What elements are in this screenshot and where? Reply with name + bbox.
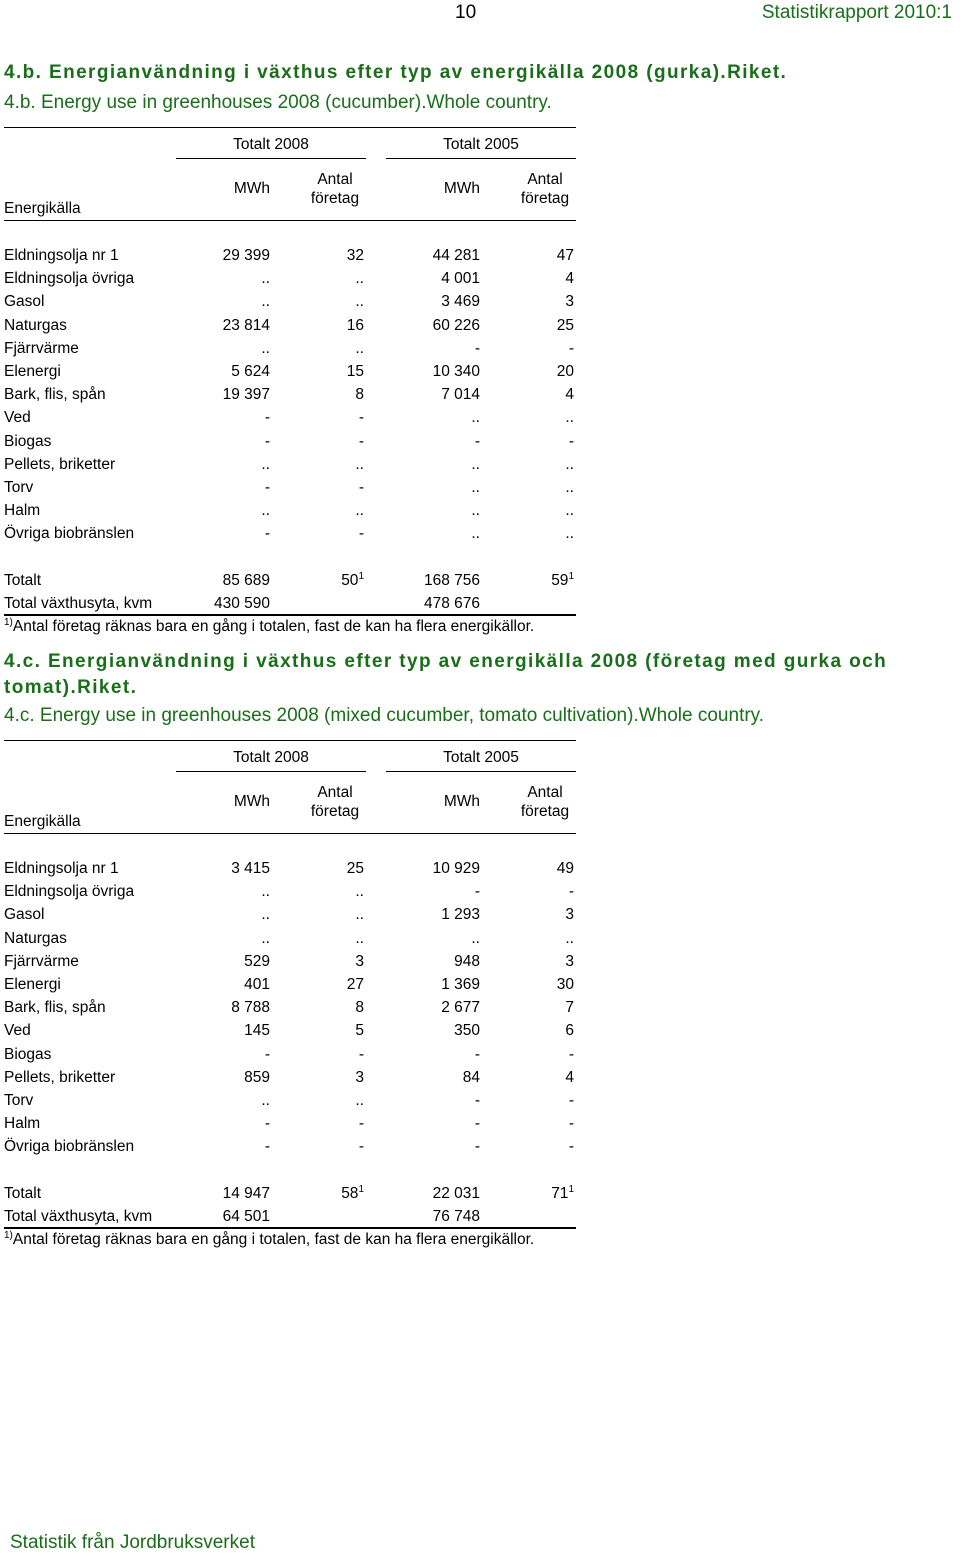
antal-2008: .. — [355, 270, 364, 288]
antal-2005: 20 — [556, 363, 574, 380]
antal-2005: 49 — [556, 860, 574, 877]
table-row — [4, 433, 576, 456]
table-row — [4, 502, 576, 525]
mwh-2005: 10 340 — [432, 363, 480, 380]
antal-2005: 3 — [565, 906, 574, 924]
antal-2008: 3 — [355, 952, 364, 970]
row-label: Pellets, briketter — [4, 455, 116, 473]
mwh-2005: 44 281 — [432, 247, 480, 264]
col-header-antal-line2: företag — [520, 190, 570, 207]
mwh-2005: 948 — [454, 952, 480, 970]
header-rule — [4, 220, 576, 221]
antal-2008: 8 — [355, 999, 364, 1017]
antal-2008: .. — [355, 502, 364, 520]
table-row — [4, 883, 576, 906]
antal-2008: .. — [355, 929, 364, 947]
row-label: Torv — [4, 479, 34, 496]
table-4b-title-en: 4.b. Energy use in greenhouses 2008 (cucumber).Whole country. — [4, 92, 552, 113]
row-label: Halm — [4, 502, 41, 520]
antal-2008: - — [358, 1115, 364, 1133]
row-label: Fjärrvärme — [4, 952, 79, 970]
antal-2005: 4 — [565, 386, 574, 404]
report-name: Statistikrapport 2010:1 — [761, 2, 952, 23]
row-label: Biogas — [4, 1045, 52, 1063]
header-rule — [4, 833, 576, 834]
antal-2005: 4 — [565, 1068, 574, 1086]
table-row — [4, 386, 576, 409]
table-row — [4, 1115, 576, 1138]
table-row — [4, 1138, 576, 1161]
mwh-2005: .. — [471, 409, 480, 427]
row-label: Gasol — [4, 293, 45, 311]
total-antal-2008-value: 58 — [341, 1185, 359, 1202]
mwh-2008: .. — [261, 502, 270, 520]
antal-2005: 3 — [565, 293, 574, 311]
table-row — [4, 976, 576, 999]
total-mwh-2008: 85 689 — [222, 572, 270, 589]
antal-2005: .. — [565, 929, 574, 947]
table-row — [4, 953, 576, 976]
row-label: Pellets, briketter — [4, 1068, 116, 1086]
antal-2005: - — [568, 1092, 574, 1109]
col-header-antal-line1: Antal — [527, 784, 563, 801]
antal-2008: - — [358, 1138, 364, 1156]
mwh-2008: 529 — [244, 952, 270, 970]
area-2008: 64 501 — [222, 1208, 270, 1225]
total-row — [4, 572, 576, 595]
row-label: Gasol — [4, 906, 45, 924]
group-underline-2005 — [386, 771, 576, 772]
total-mwh-2008: 14 947 — [222, 1185, 270, 1202]
antal-2008: - — [358, 432, 364, 450]
table-row — [4, 1069, 576, 1092]
antal-2008: 15 — [346, 363, 364, 380]
antal-2008: - — [358, 409, 364, 427]
col-header-antal-line2: företag — [310, 190, 360, 207]
antal-2008: - — [358, 525, 364, 543]
antal-2008: 8 — [355, 386, 364, 404]
mwh-2008: 19 397 — [222, 386, 270, 404]
bottom-rule — [4, 1227, 576, 1229]
table-row — [4, 1092, 576, 1115]
mwh-2008: - — [264, 1138, 270, 1156]
table-4b-title-sv: 4.b. Energianvändning i växthus efter typ av energikälla 2008 (gurka).Riket. — [4, 62, 788, 83]
antal-2008: - — [358, 479, 364, 496]
col-header-mwh-2005: MWh — [443, 793, 480, 810]
group-underline-2008 — [176, 158, 366, 159]
table-4c-title-en: 4.c. Energy use in greenhouses 2008 (mixed cucumber, tomato cultivation).Whole country. — [4, 705, 765, 726]
row-label: Eldningsolja övriga — [4, 270, 135, 288]
total-antal-2008 — [341, 572, 364, 590]
group-header-2008: Totalt 2008 — [233, 749, 309, 766]
mwh-2005: - — [474, 1115, 480, 1133]
col-header-energikalla: Energikälla — [4, 813, 81, 830]
table-row — [4, 456, 576, 479]
total-row — [4, 1185, 576, 1208]
antal-2008: .. — [355, 455, 364, 473]
mwh-2008: .. — [261, 1092, 270, 1109]
mwh-2005: 7 014 — [441, 386, 480, 404]
mwh-2008: - — [264, 432, 270, 450]
mwh-2008: - — [264, 525, 270, 543]
group-header-2005: Totalt 2005 — [443, 749, 519, 766]
col-header-antal-2005 — [514, 783, 576, 821]
row-label: Bark, flis, spån — [4, 386, 106, 404]
row-label: Övriga biobränslen — [4, 525, 135, 543]
mwh-2008: - — [264, 409, 270, 427]
row-label: Eldningsolja övriga — [4, 883, 135, 901]
mwh-2005: 1 369 — [441, 976, 480, 993]
antal-2005: 6 — [565, 1022, 574, 1040]
mwh-2005: - — [474, 1092, 480, 1109]
total-antal-2005-value: 59 — [551, 572, 569, 589]
row-label: Eldningsolja nr 1 — [4, 247, 119, 264]
row-label: Biogas — [4, 432, 52, 450]
table-row — [4, 340, 576, 363]
total-antal-2005 — [551, 572, 574, 590]
footnote-ref: 1 — [358, 571, 364, 582]
col-header-antal-line1: Antal — [317, 784, 353, 801]
mwh-2008: .. — [261, 883, 270, 901]
mwh-2005: - — [474, 432, 480, 450]
antal-2005: - — [568, 1045, 574, 1063]
antal-2008: 25 — [346, 860, 364, 877]
antal-2005: .. — [565, 479, 574, 496]
antal-2005: 3 — [565, 952, 574, 970]
antal-2005: - — [568, 339, 574, 357]
mwh-2008: - — [264, 1045, 270, 1063]
row-label: Fjärrvärme — [4, 339, 79, 357]
mwh-2005: .. — [471, 525, 480, 543]
mwh-2008: 8 788 — [231, 999, 270, 1017]
mwh-2008: .. — [261, 293, 270, 311]
area-2008: 430 590 — [213, 595, 270, 612]
col-header-energikalla: Energikälla — [4, 200, 81, 217]
table-row — [4, 1022, 576, 1045]
table-4c — [4, 740, 576, 1252]
antal-2005: .. — [565, 525, 574, 543]
antal-2005: .. — [565, 409, 574, 427]
table-row — [4, 479, 576, 502]
bottom-rule — [4, 614, 576, 616]
antal-2005: - — [568, 1138, 574, 1156]
mwh-2005: 60 226 — [432, 316, 480, 334]
mwh-2008: 5 624 — [231, 363, 270, 380]
col-header-antal-2008 — [304, 783, 366, 821]
footnote-ref: 1 — [568, 571, 574, 582]
table-row — [4, 860, 576, 883]
antal-2005: - — [568, 432, 574, 450]
antal-2008: 32 — [346, 247, 364, 264]
mwh-2008: 3 415 — [231, 860, 270, 877]
mwh-2008: .. — [261, 270, 270, 288]
row-label: Halm — [4, 1115, 41, 1133]
col-header-mwh-2008: MWh — [233, 793, 270, 810]
antal-2005: .. — [565, 502, 574, 520]
col-header-antal-2005 — [514, 170, 576, 208]
antal-2005: 25 — [556, 316, 574, 334]
total-mwh-2005: 168 756 — [423, 572, 480, 589]
antal-2008: 16 — [346, 316, 364, 334]
col-header-mwh-2008: MWh — [233, 180, 270, 197]
antal-2005: - — [568, 1115, 574, 1133]
mwh-2005: .. — [471, 929, 480, 947]
col-header-mwh-2005: MWh — [443, 180, 480, 197]
table-4b — [4, 127, 576, 637]
antal-2008: - — [358, 1045, 364, 1063]
table-row — [4, 363, 576, 386]
mwh-2005: 350 — [454, 1022, 480, 1040]
area-label: Total växthusyta, kvm — [4, 595, 153, 612]
antal-2008: .. — [355, 293, 364, 311]
antal-2008: 3 — [355, 1068, 364, 1086]
antal-2005: - — [568, 883, 574, 901]
row-label: Naturgas — [4, 929, 67, 947]
mwh-2008: .. — [261, 929, 270, 947]
area-label: Total växthusyta, kvm — [4, 1208, 153, 1225]
mwh-2008: 145 — [244, 1022, 270, 1040]
mwh-2008: 23 814 — [222, 316, 270, 334]
footer-text: Statistik från Jordbruksverket — [10, 1532, 255, 1553]
area-2005: 76 748 — [432, 1208, 480, 1225]
table-row — [4, 409, 576, 432]
group-header-2008: Totalt 2008 — [233, 136, 309, 153]
total-antal-2005-value: 71 — [551, 1185, 569, 1202]
col-header-antal-line1: Antal — [317, 171, 353, 188]
table-row — [4, 270, 576, 293]
page-number: 10 — [455, 2, 477, 23]
footnote-ref: 1 — [358, 1184, 364, 1195]
mwh-2005: 4 001 — [441, 270, 480, 288]
top-rule — [4, 127, 576, 128]
antal-2005: 4 — [565, 270, 574, 288]
total-antal-2005 — [551, 1185, 574, 1203]
row-label: Naturgas — [4, 316, 67, 334]
antal-2008: 27 — [346, 976, 364, 993]
total-mwh-2005: 22 031 — [432, 1185, 480, 1202]
group-underline-2008 — [176, 771, 366, 772]
row-label: Ved — [4, 1022, 31, 1040]
mwh-2005: 3 469 — [441, 293, 480, 311]
total-label: Totalt — [4, 572, 42, 589]
col-header-antal-line1: Antal — [527, 171, 563, 188]
row-label: Ved — [4, 409, 31, 427]
table-row — [4, 317, 576, 340]
footnote-mark: 1) — [4, 617, 13, 628]
col-header-antal-2008 — [304, 170, 366, 208]
antal-2008: .. — [355, 339, 364, 357]
antal-2005: 7 — [565, 999, 574, 1017]
mwh-2005: 84 — [462, 1068, 480, 1086]
row-label: Eldningsolja nr 1 — [4, 860, 119, 877]
col-header-antal-line2: företag — [310, 803, 360, 820]
table-row — [4, 247, 576, 270]
antal-2005: 30 — [556, 976, 574, 993]
antal-2008: 5 — [355, 1022, 364, 1040]
table-row — [4, 930, 576, 953]
table-row — [4, 1046, 576, 1069]
mwh-2008: .. — [261, 906, 270, 924]
mwh-2008: 401 — [244, 976, 270, 993]
mwh-2005: - — [474, 1138, 480, 1156]
table-4c-title-sv: 4.c. Energianvändning i växthus efter typ av energikälla 2008 (företag med gurka och tomat).Riket. — [4, 651, 888, 698]
row-label: Torv — [4, 1092, 34, 1109]
total-antal-2008 — [341, 1185, 364, 1203]
mwh-2005: .. — [471, 455, 480, 473]
mwh-2005: - — [474, 1045, 480, 1063]
footnote-ref: 1 — [568, 1184, 574, 1195]
total-label: Totalt — [4, 1185, 42, 1202]
mwh-2008: .. — [261, 339, 270, 357]
mwh-2005: - — [474, 883, 480, 901]
table-row — [4, 999, 576, 1022]
row-label: Bark, flis, spån — [4, 999, 106, 1017]
mwh-2008: - — [264, 1115, 270, 1133]
top-rule — [4, 740, 576, 741]
mwh-2008: 859 — [244, 1068, 270, 1086]
antal-2008: .. — [355, 1092, 364, 1109]
table-row — [4, 906, 576, 929]
footnote — [4, 618, 534, 636]
mwh-2005: 2 677 — [441, 999, 480, 1017]
group-header-2005: Totalt 2005 — [443, 136, 519, 153]
mwh-2005: .. — [471, 502, 480, 520]
antal-2008: .. — [355, 883, 364, 901]
mwh-2008: .. — [261, 455, 270, 473]
antal-2005: 47 — [556, 247, 574, 264]
area-2005: 478 676 — [423, 595, 480, 612]
group-underline-2005 — [386, 158, 576, 159]
antal-2008: .. — [355, 906, 364, 924]
row-label: Elenergi — [4, 363, 61, 380]
antal-2005: .. — [565, 455, 574, 473]
row-label: Övriga biobränslen — [4, 1138, 135, 1156]
footnote-text: Antal företag räknas bara en gång i totalen, fast de kan ha flera energikällor. — [12, 1231, 535, 1248]
footnote-mark: 1) — [4, 1230, 13, 1241]
mwh-2005: 10 929 — [432, 860, 480, 877]
mwh-2008: 29 399 — [222, 247, 270, 264]
col-header-antal-line2: företag — [520, 803, 570, 820]
table-row — [4, 525, 576, 548]
mwh-2005: - — [474, 339, 480, 357]
mwh-2005: 1 293 — [441, 906, 480, 924]
mwh-2005: .. — [471, 479, 480, 496]
row-label: Elenergi — [4, 976, 61, 993]
table-row — [4, 293, 576, 316]
total-antal-2008-value: 50 — [341, 572, 359, 589]
mwh-2008: - — [264, 479, 270, 496]
footnote-text: Antal företag räknas bara en gång i totalen, fast de kan ha flera energikällor. — [12, 618, 535, 635]
footnote — [4, 1231, 534, 1249]
